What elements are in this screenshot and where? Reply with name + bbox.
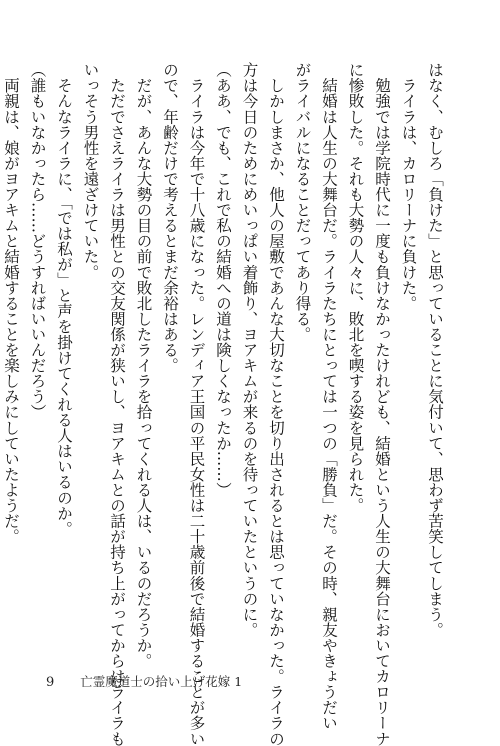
text-line: 勉強では学院時代に一度も負けなかったけれども、結婚という人生の大舞台においてカロリーナ: [373, 62, 391, 746]
text-line: しかしまさか、他人の屋敷であんな大切なことを切り出されるとは思っていなかった。ライラの: [267, 62, 285, 746]
text-line: 結婚は人生の大舞台だ。ライラたちにとっては一つの「勝負」だ。その時、親友やきょうだい: [320, 62, 338, 731]
text-line: （ああ、でも、これで私の結婚への道は険しくなったか……）: [214, 62, 232, 498]
text-line: がライバルになることだってあり得る。: [293, 62, 312, 342]
text-line: ライラは、カロリーナに負けた。: [399, 62, 418, 311]
text-line: 両親は、娘がヨアキムと結婚することを楽しみにしていたようだ。: [2, 62, 20, 545]
text-line: はなく、むしろ「負けた」と思っていることに気付いて、思わず苦笑してしまう。: [426, 62, 444, 638]
text-line: ただでさえライラは男性との交友関係が狭いし、ヨアキムとの話が持ち上がってからはライラも: [108, 62, 126, 746]
text-line: に惨敗した。それも大勢の人々に、敗北を喫する姿を見られた。: [346, 62, 365, 513]
running-title: 亡霊魔道士の拾い上げ花嫁 1: [80, 674, 243, 689]
text-line: 方は今日のためにめいっぱい着飾り、ヨアキムが来るのを待っていたというのに。: [240, 62, 259, 638]
text-line: そんなライラに、「では私が」と声を掛けてくれる人はいるのか。: [55, 62, 73, 537]
text-line: いっそう男性を遠ざけていた。: [81, 62, 100, 280]
page-footer: [46, 672, 242, 690]
text-line: ので、年齢だけで考えるとまだ余裕はある。: [161, 62, 179, 373]
page-number: 9: [46, 675, 55, 690]
text-line: だが、あんな大勢の目の前で敗北したライラを拾ってくれる人は、いるのだろうか。: [134, 62, 153, 669]
text-line: ライラは今年で十八歳になった。レンディア王国の平民女性は二十歳前後で結婚することが多い: [187, 62, 206, 746]
text-line: （誰もいなかったら……どうすればいいんだろう）: [28, 62, 47, 420]
